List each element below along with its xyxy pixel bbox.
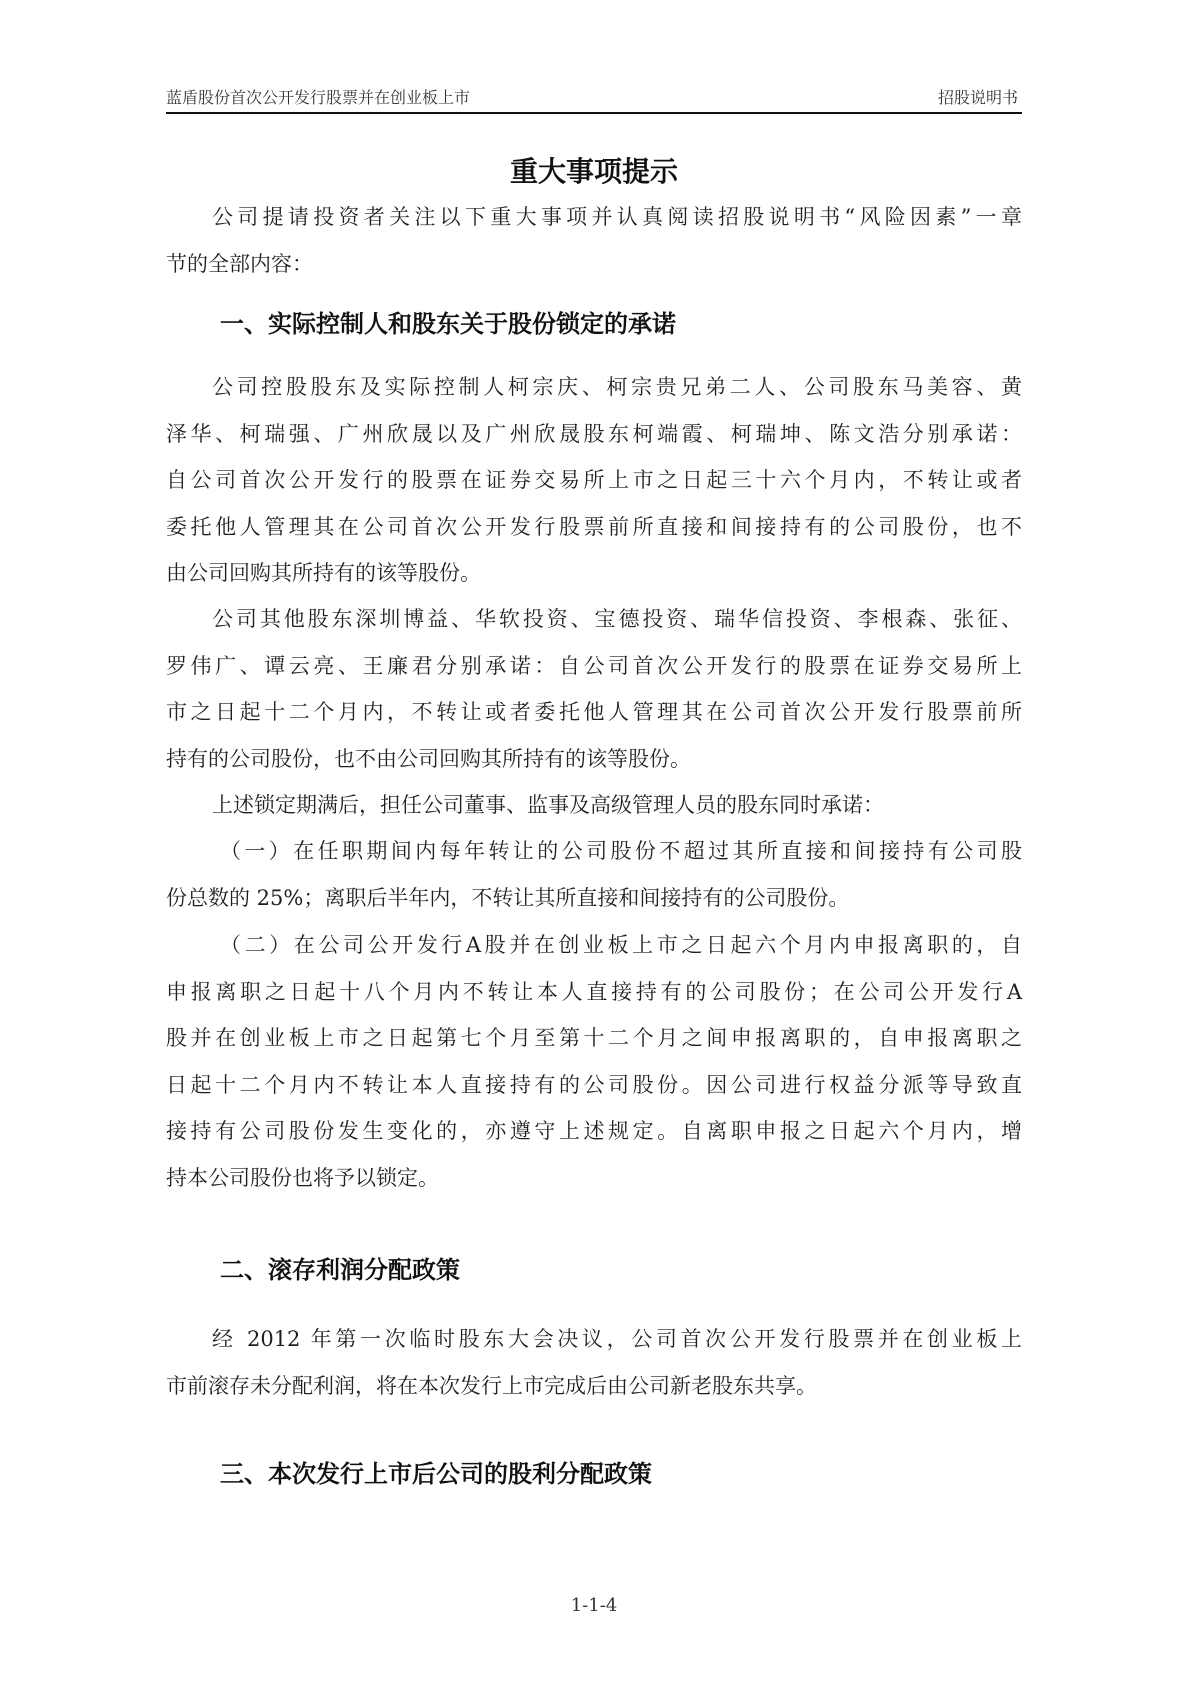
section-1-paragraph-2	[166, 596, 1022, 782]
text-line: （二）在公司公开发行A股并在创业板上市之日起六个月内申报离职的，自	[220, 933, 1022, 957]
text-line: 市前滚存未分配利润，将在本次发行上市完成后由公司新老股东共享。	[166, 1373, 817, 1398]
text-line: （一）在任职期间内每年转让的公司股份不超过其所直接和间接持有公司股	[220, 839, 1022, 863]
text-line: 经 2012 年第一次临时股东大会决议，公司首次公开发行股票并在创业板上	[212, 1327, 1022, 1351]
text-line: 接持有公司股份发生变化的，亦遵守上述规定。自离职申报之日起六个月内，增	[166, 1119, 1022, 1143]
page-title: 重大事项提示	[509, 155, 678, 188]
intro-paragraph	[166, 194, 1022, 287]
section-1-paragraph-1	[166, 364, 1022, 597]
text-line: 公司提请投资者关注以下重大事项并认真阅读招股说明书“风险因素”一章	[212, 205, 1022, 229]
section-1-paragraph-3	[166, 782, 1022, 829]
section-1-paragraph-4	[166, 828, 1022, 921]
text-line: 泽华、柯瑞强、广州欣晟以及广州欣晟股东柯端霞、柯瑞坤、陈文浩分别承诺：	[166, 421, 1022, 446]
running-header	[166, 86, 1022, 114]
text-line: 持有的公司股份，也不由公司回购其所持有的该等股份。	[166, 746, 691, 771]
document-page	[166, 0, 1022, 1698]
text-line: 日起十二个月内不转让本人直接持有的公司股份。因公司进行权益分派等导致直	[166, 1072, 1022, 1097]
text-line: 股并在创业板上市之日起第七个月至第十二个月之间申报离职的，自申报离职之	[166, 1026, 1022, 1050]
header-document-type: 招股说明书	[937, 88, 1018, 107]
page-number: 1-1-4	[570, 1595, 618, 1616]
section-2-paragraph-1	[166, 1316, 1022, 1409]
text-line: 由公司回购其所持有的该等股份。	[166, 561, 481, 585]
section-1-paragraph-5	[166, 922, 1022, 1201]
text-line: 自公司首次公开发行的股票在证券交易所上市之日起三十六个月内，不转让或者	[166, 468, 1022, 492]
text-line: 罗伟广、谭云亮、王廉君分别承诺：自公司首次公开发行的股票在证券交易所上	[166, 653, 1022, 678]
text-line: 上述锁定期满后，担任公司董事、监事及高级管理人员的股东同时承诺：	[212, 793, 884, 817]
section-heading-1: 一、实际控制人和股东关于股份锁定的承诺	[220, 310, 676, 338]
text-line: 公司其他股东深圳博益、华软投资、宝德投资、瑞华信投资、李根森、张征、	[212, 607, 1022, 631]
header-document-name: 蓝盾股份首次公开发行股票并在创业板上市	[166, 88, 471, 107]
text-line: 份总数的 25%；离职后半年内，不转让其所直接和间接持有的公司股份。	[166, 885, 850, 910]
text-line: 市之日起十二个月内，不转让或者委托他人管理其在公司首次公开发行股票前所	[166, 700, 1022, 724]
text-line: 公司控股股东及实际控制人柯宗庆、柯宗贵兄弟二人、公司股东马美容、黄	[212, 375, 1022, 399]
text-line: 委托他人管理其在公司首次公开发行股票前所直接和间接持有的公司股份，也不	[166, 514, 1022, 539]
section-heading-2: 二、滚存利润分配政策	[220, 1256, 460, 1284]
section-heading-3: 三、本次发行上市后公司的股利分配政策	[220, 1460, 652, 1488]
text-line: 申报离职之日起十八个月内不转让本人直接持有的公司股份；在公司公开发行A	[166, 979, 1022, 1004]
text-line: 持本公司股份也将予以锁定。	[166, 1165, 439, 1190]
text-line: 节的全部内容：	[166, 251, 313, 276]
